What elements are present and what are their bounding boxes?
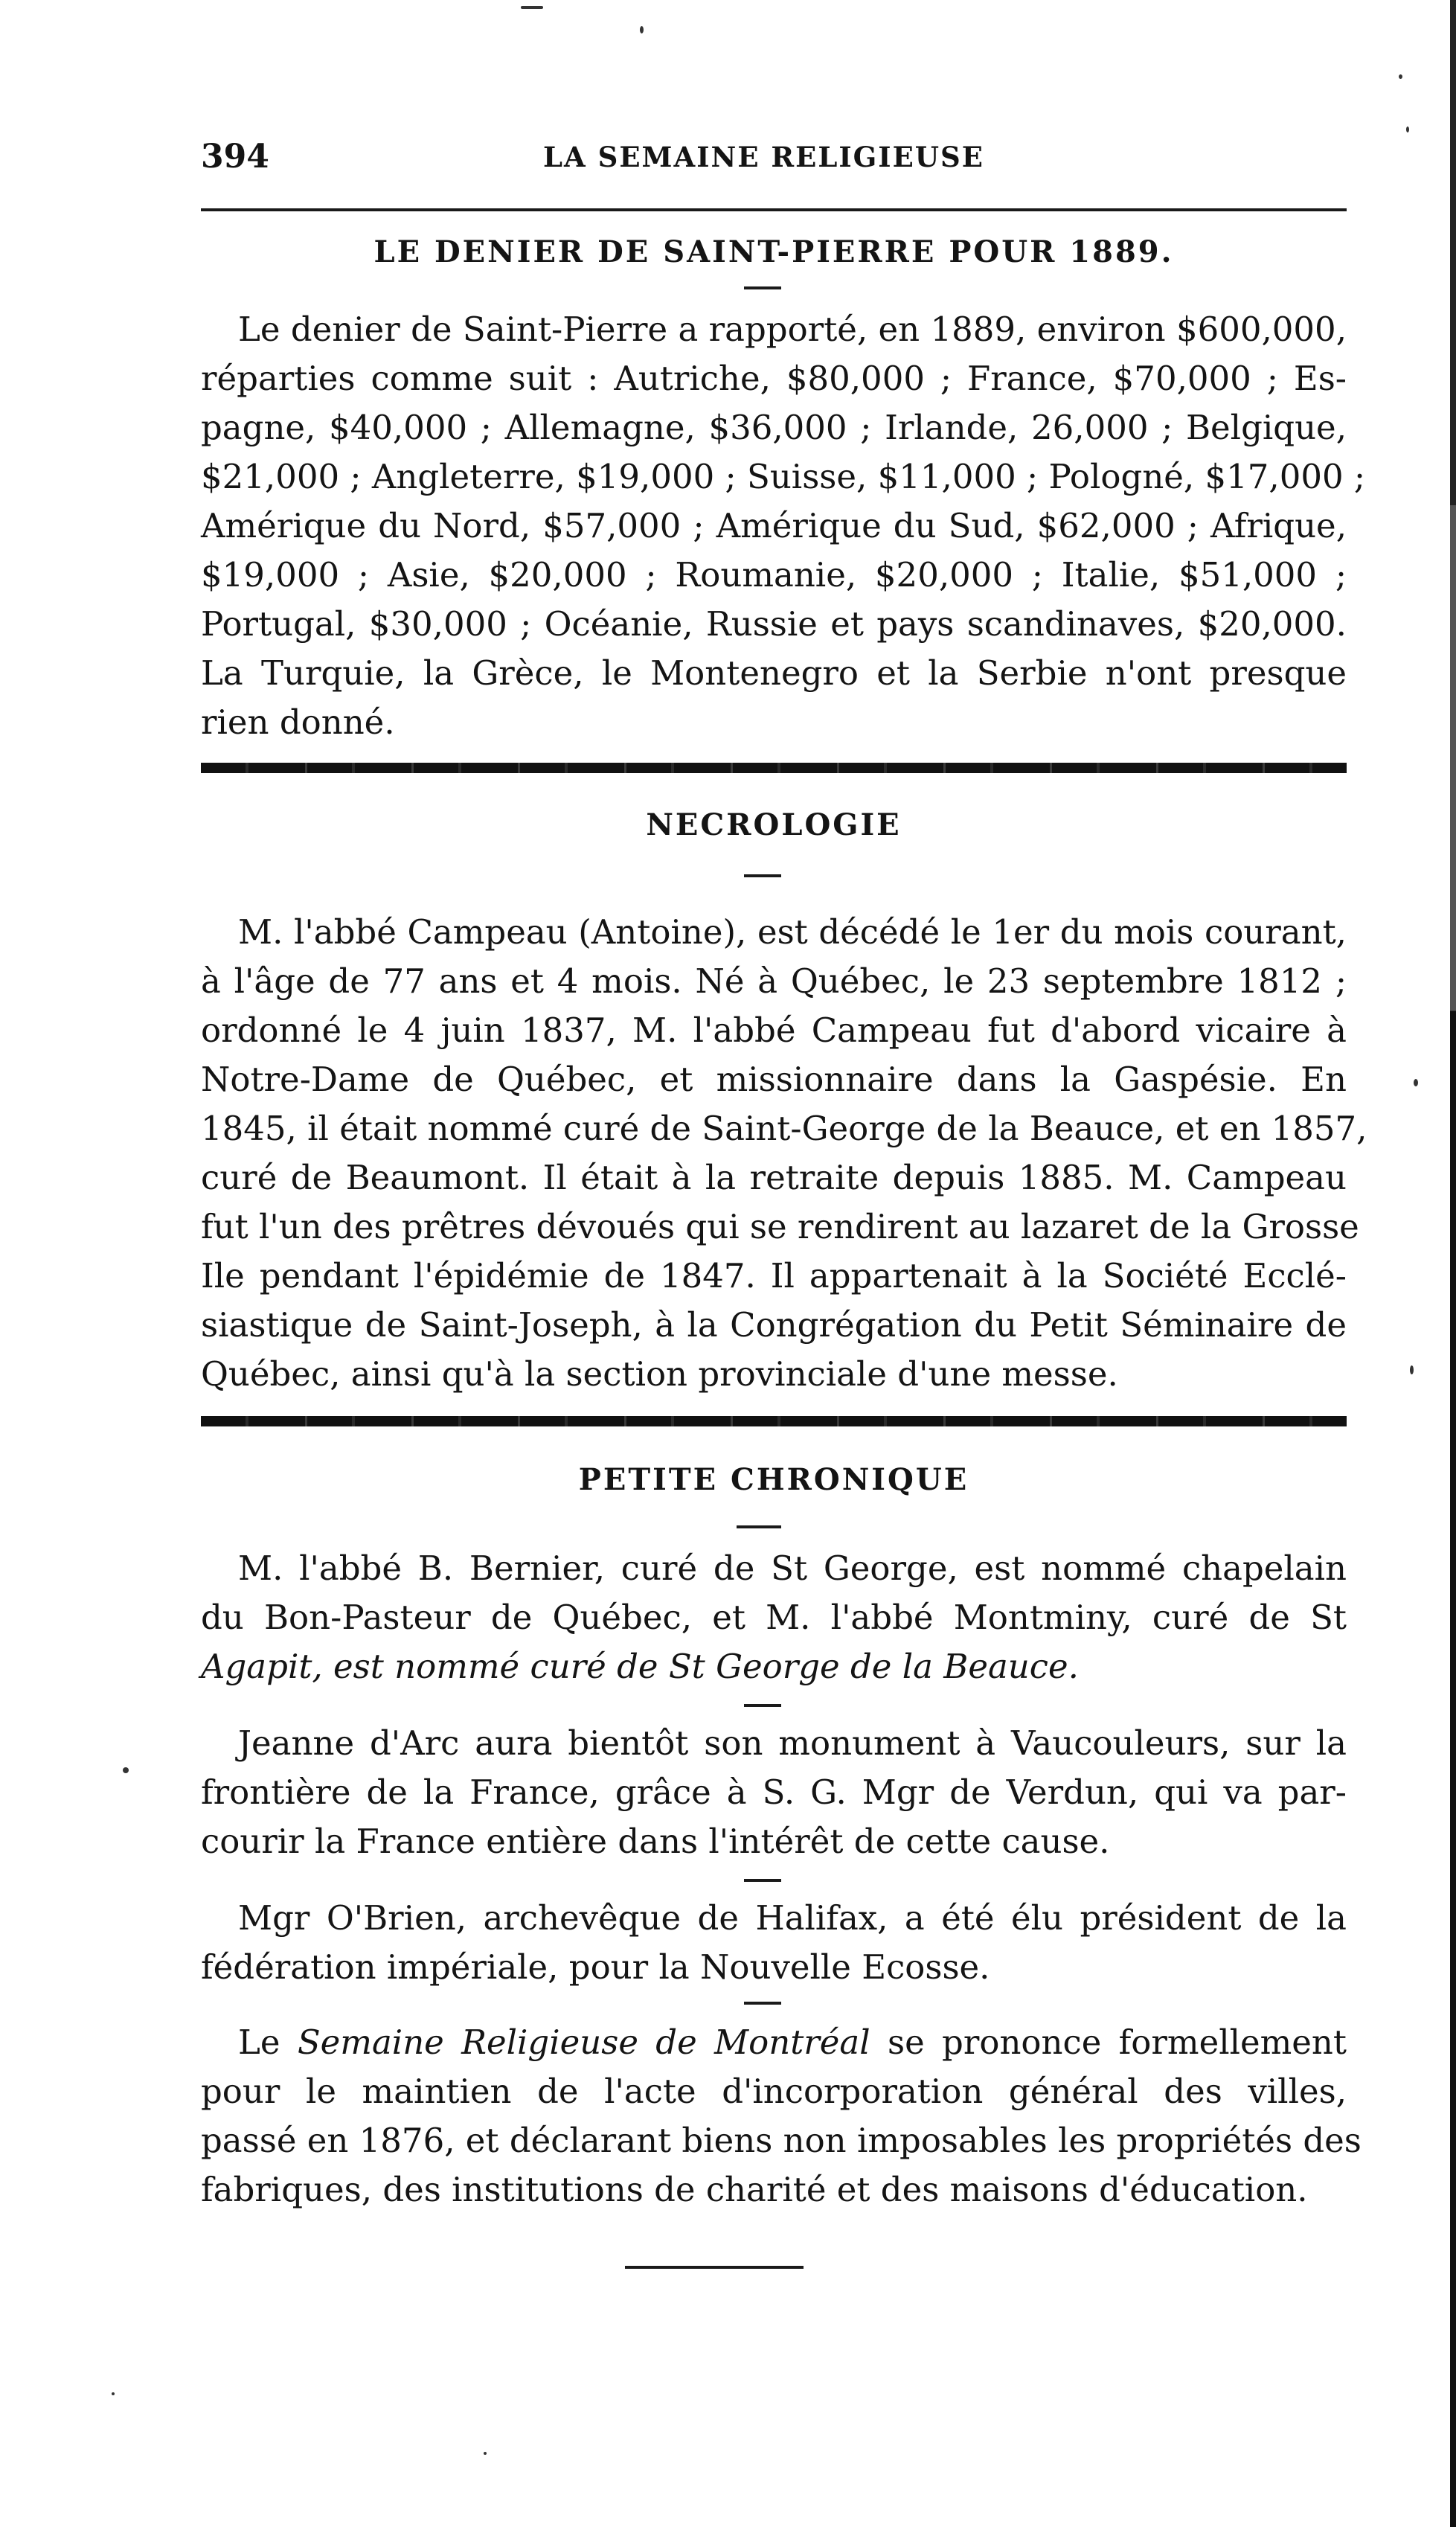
- text-line: pour le maintien de l'acte d'incorporation général des villes,: [201, 2072, 1347, 2111]
- paragraph-semaine-montreal: [201, 2018, 1362, 2214]
- paragraph-jeanne-darc: [201, 1719, 1347, 1866]
- text-line: M. l'abbé B. Bernier, curé de St George, est nommé chapelain: [238, 1548, 1347, 1588]
- text-line: Notre-Dame de Québec, et missionnaire dans la Gaspésie. En: [201, 1060, 1347, 1099]
- text-line: frontière de la France, grâce à S. G. Mgr de Verdun, qui va par-: [201, 1772, 1347, 1812]
- text-line: pagne, $40,000 ; Allemagne, $36,000 ; Irlande, 26,000 ; Belgique,: [201, 408, 1347, 447]
- text-line: du Bon-Pasteur de Québec, et M. l'abbé Montminy, curé de St: [201, 1598, 1347, 1637]
- page: [201, 0, 1367, 2527]
- section-title-denier: LE DENIER DE SAINT-PIERRE POUR 1889.: [373, 234, 1174, 269]
- paragraph-dash: [744, 2002, 781, 2005]
- text-line: siastique de Saint-Joseph, à la Congrégation du Petit Séminaire de: [201, 1305, 1347, 1345]
- section-dash: [744, 874, 781, 877]
- text-line: à l'âge de 77 ans et 4 mois. Né à Québec, le 23 septembre 1812 ;: [201, 961, 1347, 1001]
- text-line: La Turquie, la Grèce, le Montenegro et la Serbie n'ont presque: [201, 653, 1347, 693]
- text-line: Le denier de Saint-Pierre a rapporté, en 1889, environ $600,000,: [238, 310, 1347, 349]
- text-line: fédération impériale, pour la Nouvelle Ecosse.: [201, 1947, 990, 1987]
- section-title-chronique: PETITE CHRONIQUE: [578, 1462, 969, 1497]
- text-line: Ile pendant l'épidémie de 1847. Il appartenait à la Société Ecclé-: [201, 1256, 1347, 1295]
- text-run: se prononce formellement: [870, 2022, 1347, 2062]
- text-line: réparties comme suit : Autriche, $80,000 ; France, $70,000 ; Es-: [201, 359, 1347, 398]
- text-line: ordonné le 4 juin 1837, M. l'abbé Campeau fut d'abord vicaire à: [201, 1011, 1347, 1050]
- text-line: 1845, il était nommé curé de Saint-George de la Beauce, et en 1857,: [201, 1109, 1367, 1148]
- text-line: $19,000 ; Asie, $20,000 ; Roumanie, $20,000 ; Italie, $51,000 ;: [201, 555, 1347, 595]
- running-title: LA SEMAINE RELIGIEUSE: [543, 141, 984, 173]
- paragraph-denier: [201, 305, 1366, 747]
- text-line: Amérique du Nord, $57,000 ; Amérique du Sud, $62,000 ; Afrique,: [201, 506, 1347, 545]
- text-line: Québec, ainsi qu'à la section provinciale d'une messe.: [201, 1354, 1118, 1394]
- text-line: fabriques, des institutions de charité et des maisons d'éducation.: [201, 2170, 1308, 2209]
- closing-rule: [625, 2266, 804, 2269]
- paragraph-obrien: [201, 1894, 1347, 1992]
- section-separator: [201, 763, 1347, 773]
- text-line: passé en 1876, et déclarant biens non imposables les propriétés des: [201, 2121, 1362, 2160]
- publication-title: Semaine Religieuse de Montréal: [297, 2022, 870, 2062]
- page-number: 394: [201, 138, 269, 176]
- text-line: [201, 2018, 1347, 2067]
- text-line: M. l'abbé Campeau (Antoine), est décédé le 1er du mois courant,: [238, 912, 1347, 952]
- text-line: Agapit, est nommé curé de St George de la Beauce.: [201, 1647, 1079, 1686]
- text-line: Mgr O'Brien, archevêque de Halifax, a été élu président de la: [238, 1898, 1347, 1938]
- text-line: curé de Beaumont. Il était à la retraite depuis 1885. M. Campeau: [201, 1158, 1347, 1197]
- text-line: rien donné.: [201, 702, 395, 742]
- text-line: courir la France entière dans l'intérêt de cette cause.: [201, 1822, 1110, 1861]
- text-line: Jeanne d'Arc aura bientôt son monument à Vaucouleurs, sur la: [238, 1723, 1347, 1763]
- text-run: Le: [238, 2022, 298, 2062]
- section-dash: [737, 1525, 781, 1528]
- header-rule: [201, 208, 1347, 211]
- paragraph-necrologie: [201, 908, 1367, 1399]
- paragraph-dash: [744, 1879, 781, 1882]
- section-dash: [744, 286, 781, 289]
- text-line: Portugal, $30,000 ; Océanie, Russie et pays scandinaves, $20,000.: [201, 604, 1347, 644]
- scanned-page-edge: [1450, 0, 1456, 2527]
- text-line: $21,000 ; Angleterre, $19,000 ; Suisse, $11,000 ; Pologné, $17,000 ;: [201, 457, 1366, 496]
- paragraph-dash: [744, 1704, 781, 1707]
- text-line: fut l'un des prêtres dévoués qui se rendirent au lazaret de la Grosse: [201, 1207, 1359, 1246]
- paragraph-bernier: [201, 1544, 1347, 1691]
- section-title-necrologie: NECROLOGIE: [646, 807, 902, 842]
- page-header: [201, 138, 1347, 190]
- section-separator: [201, 1416, 1347, 1426]
